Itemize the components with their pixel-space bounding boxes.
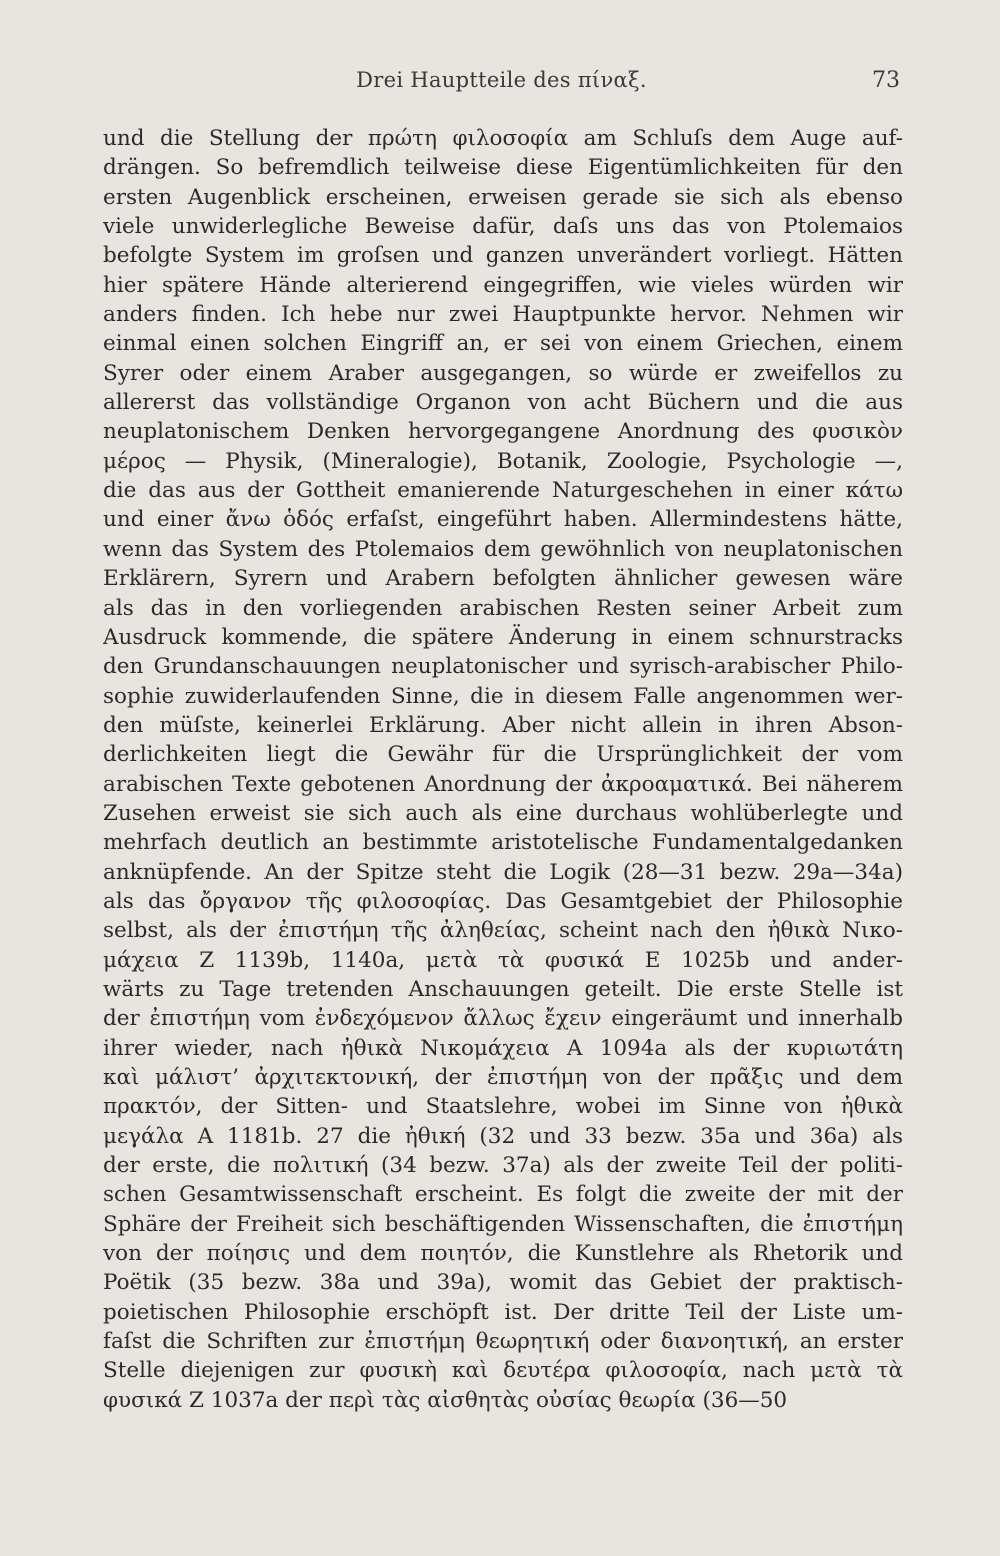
text-line: Sphäre der Freiheit sich beschäftigenden Wissenschaften, die ἐπιστήμη	[103, 1211, 903, 1237]
text-line: Syrer oder einem Araber ausgegangen, so würde er zweifellos zu	[103, 360, 903, 386]
text-line: selbst, als der ἐπιστήμη τῆς ἀληθείας, scheint nach den ἠθικὰ Νικο-	[103, 918, 903, 944]
text-line: poietischen Philosophie erschöpft ist. Der dritte Teil der Liste um-	[103, 1299, 903, 1325]
text-line: Poëtik (35 bezw. 38a und 39a), womit das Gebiet der praktisch-	[103, 1270, 903, 1296]
text-line: wärts zu Tage tretenden Anschauungen geteilt. Die erste Stelle ist	[103, 976, 903, 1002]
text-line: faſst die Schriften zur ἐπιστήμη θεωρητική oder διανοητική, an erster	[103, 1329, 903, 1355]
text-line: allererst das vollständige Organon von acht Büchern und die aus	[103, 390, 903, 416]
text-line: ersten Augenblick erscheinen, erweisen gerade sie sich als ebenso	[103, 184, 903, 210]
text-line: Erklärern, Syrern und Arabern befolgten ähnlicher gewesen wäre	[103, 566, 903, 592]
text-line: derlichkeiten liegt die Gewähr für die Ursprünglichkeit der vom	[103, 742, 903, 768]
text-line: πρακτόν, der Sitten- und Staatslehre, wobei im Sinne von ἠθικὰ	[103, 1094, 903, 1120]
text-line: drängen. So befremdlich teilweise diese Eigentümlichkeiten für den	[103, 155, 903, 181]
text-line: μάχεια Z 1139b, 1140a, μετὰ τὰ φυσικά E 1025b und ander-	[103, 947, 903, 973]
text-line: viele unwiderlegliche Beweise dafür, daſs uns das von Ptolemaios	[103, 214, 903, 240]
text-line: der erste, die πολιτική (34 bezw. 37a) als der zweite Teil der politi-	[103, 1153, 903, 1179]
text-line: die das aus der Gottheit emanierende Naturgeschehen in einer κάτω	[103, 478, 903, 504]
text-line: arabischen Texte gebotenen Anordnung der ἀκροαματικά. Bei näherem	[103, 771, 903, 797]
text-line: als das in den vorliegenden arabischen Resten seiner Arbeit zum	[103, 595, 903, 621]
text-line: anders finden. Ich hebe nur zwei Hauptpunkte hervor. Nehmen wir	[103, 302, 903, 328]
text-line: den müſste, keinerlei Erklärung. Aber nicht allein in ihren Abson-	[103, 712, 903, 738]
text-line: Stelle diejenigen zur φυσικὴ καὶ δευτέρα φιλοσοφία, nach μετὰ τὰ	[103, 1358, 903, 1384]
text-line: φυσικά Z 1037a der περὶ τὰς αἰσθητὰς οὐσίας θεωρία (36—50	[103, 1387, 788, 1413]
text-line: als das ὄργανον τῆς φιλοσοφίας. Das Gesamtgebiet der Philosophie	[103, 888, 903, 914]
running-head: Drei Hauptteile des πίναξ.	[356, 68, 647, 92]
text-line: wenn das System des Ptolemaios dem gewöhnlich von neuplatonischen	[103, 536, 903, 562]
text-line: anknüpfende. An der Spitze steht die Logik (28—31 bezw. 29a—34a)	[103, 859, 903, 885]
text-line: schen Gesamtwissenschaft erscheint. Es folgt die zweite der mit der	[103, 1182, 903, 1208]
text-line: sophie zuwiderlaufenden Sinne, die in diesem Falle angenommen wer-	[103, 683, 903, 709]
text-line: und die Stellung der πρώτη φιλοσοφία am Schluſs dem Auge auf-	[103, 126, 903, 151]
text-line: neuplatonischem Denken hervorgegangene Anordnung des φυσικὸν	[103, 419, 903, 445]
text-line: Ausdruck kommende, die spätere Änderung in einem schnurstracks	[103, 624, 903, 650]
text-line: mehrfach deutlich an bestimmte aristotelische Fundamentalgedanken	[103, 830, 903, 856]
text-line: einmal einen solchen Eingriff an, er sei von einem Griechen, einem	[103, 331, 903, 357]
text-line: befolgte System im groſsen und ganzen unverändert vorliegt. Hätten	[103, 243, 903, 269]
body-text	[103, 124, 903, 1415]
text-line: ihrer wieder, nach ἠθικὰ Νικομάχεια A 1094a als der κυριωτάτη	[103, 1035, 903, 1061]
text-line: καὶ μάλιστ’ ἀρχιτεκτονική, der ἐπιστήμη von der πρᾶξις und dem	[103, 1065, 903, 1090]
text-line: den Grundanschauungen neuplatonischer und syrisch-arabischer Philo-	[103, 654, 903, 680]
page-header	[103, 68, 900, 102]
text-line: Zusehen erweist sie sich auch als eine durchaus wohlüberlegte und	[103, 800, 903, 826]
text-line: μέρος — Physik, (Mineralogie), Botanik, Zoologie, Psychologie —,	[103, 448, 903, 474]
text-line: und einer ἄνω ὁδός erfaſst, eingeführt haben. Allermindestens hätte,	[103, 507, 903, 533]
text-line: von der ποίησις und dem ποιητόν, die Kunstlehre als Rhetorik und	[103, 1241, 903, 1267]
page-number: 73	[872, 68, 900, 93]
text-line: hier spätere Hände alterierend eingegriffen, wie vieles würden wir	[103, 272, 903, 298]
text-line: μεγάλα A 1181b. 27 die ἠθική (32 und 33 bezw. 35a und 36a) als	[103, 1123, 903, 1149]
text-line: der ἐπιστήμη vom ἐνδεχόμενον ἄλλως ἔχειν eingeräumt und innerhalb	[103, 1006, 903, 1032]
